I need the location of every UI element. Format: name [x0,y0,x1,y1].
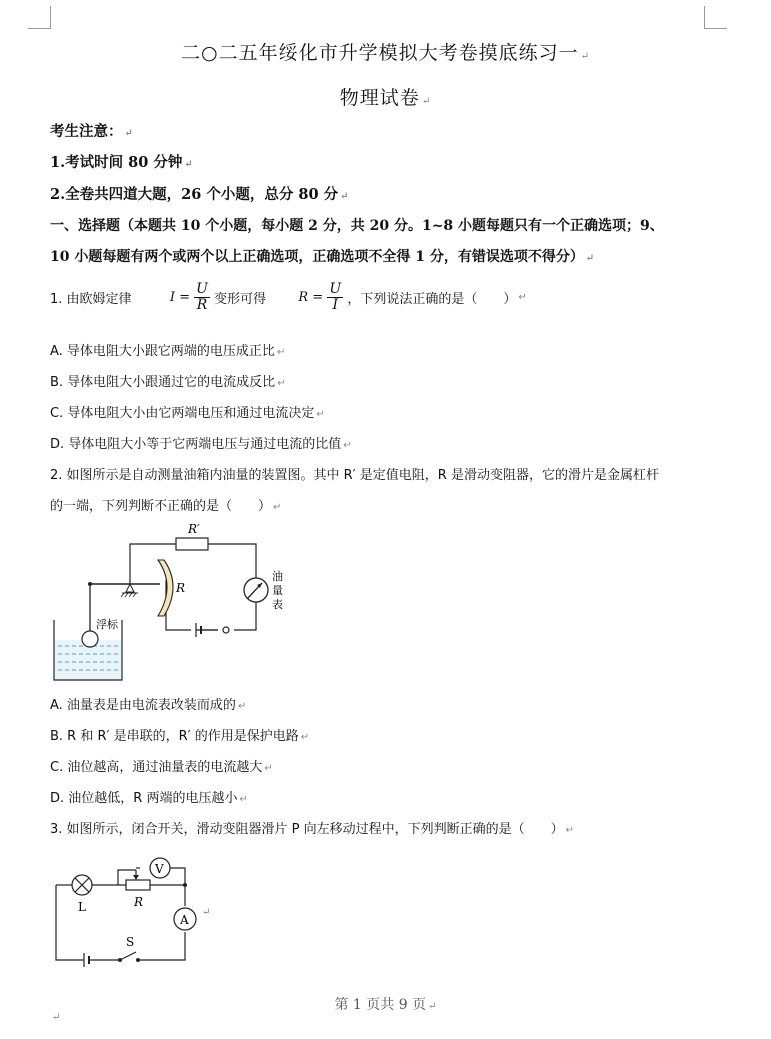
voltmeter-label: V [155,862,164,876]
q1-stem: 1. 由欧姆定律 I = $\frac{U}{R}$ 变形可得 R = $\frac{U}{I}$ ，下列说法正确的是（ ） ↵ [50,281,527,313]
end-return-mark: ↵ [52,1012,61,1023]
q2-option-a: A. 油量表是由电流表改装而成的 ↵ [50,698,247,713]
notice-item-2: 2.全卷共四道大题，26 个小题，总分 80 分 ↵ [50,186,349,203]
q1-formula2-lhs: R = [298,290,324,305]
q3-stem: 3. 如图所示，闭合开关，滑动变阻器滑片 P 向左移动过程中，下列判断正确的是（ ） ↵ [50,822,575,837]
q3-figure-return-mark: ↵ [202,907,211,918]
q2-option-c: C. 油位越高，通过油量表的电流越大 ↵ [50,760,273,775]
meter-label-char-2: 量 [272,584,283,597]
crop-mark-top-right [704,6,727,29]
meter-label-char-1: 油 [272,570,283,583]
switch-icon [120,952,136,960]
q1-option-a: A. 导体电阻大小跟它两端的电压成正比 ↵ [50,344,286,359]
oil-gauge-diagram [48,520,308,685]
section1-line-2: 10 小题每题有两个或两个以上正确选项，正确选项不全得 1 分，有错误选项不得分） ↵ [50,249,595,265]
q2-option-d: D. 油位越低，R 两端的电压越小 ↵ [50,791,248,806]
r-prime-label: R′ [188,522,200,536]
subject-title: 物理试卷 ↵ [339,87,432,109]
exam-title: 二○二五年绥化市升学模拟大考卷摸底练习一 ↵ [181,42,590,64]
fixed-resistor [176,538,208,550]
float-label: 浮标 [96,618,118,631]
switch-label: S [126,935,135,949]
rheostat-label: R [134,895,144,909]
q1-option-c: C. 导体电阻大小由它两端电压和通过电流决定 ↵ [50,406,325,421]
ammeter-label: A [180,913,189,927]
q2-option-b: B. R 和 R′ 是串联的，R′ 的作用是保护电路 ↵ [50,729,310,744]
rheostat [126,880,150,890]
crop-mark-top-left [28,6,51,29]
notice-item-1: 1.考试时间 80 分钟 ↵ [50,154,193,171]
r-label: R [176,581,186,595]
q2-stem-line-2: 的一端，下列判断不正确的是（ ） ↵ [50,499,282,514]
page-footer: 第 1 页共 9 页 ↵ [334,997,437,1013]
notice-heading: 考生注意： ↵ [50,123,133,140]
q1-formula1-lhs: I = [169,290,190,305]
q1-formula1-fraction: $\frac{U}{R}$ [196,281,208,313]
q1-option-d: D. 导体电阻大小等于它两端电压与通过电流的比值 ↵ [50,437,352,452]
meter-label-char-3: 表 [272,598,283,611]
q1-option-b: B. 导体电阻大小跟通过它的电流成反比 ↵ [50,375,286,390]
lamp-label: L [78,900,86,914]
float-icon [82,631,98,647]
series-circuit-diagram [48,848,218,973]
section1-line-1: 一、选择题（本题共 10 个小题，每小题 2 分，共 20 分。1~8 小题每题只有一个正确选项；9、 [50,218,664,234]
q1-formula2-fraction: $\frac{U}{I}$ [329,281,342,313]
q2-stem-line-1: 2. 如图所示是自动测量油箱内油量的装置图。其中 R′ 是定值电阻，R 是滑动变阻器，它的滑片是金属杠杆 [50,468,659,483]
